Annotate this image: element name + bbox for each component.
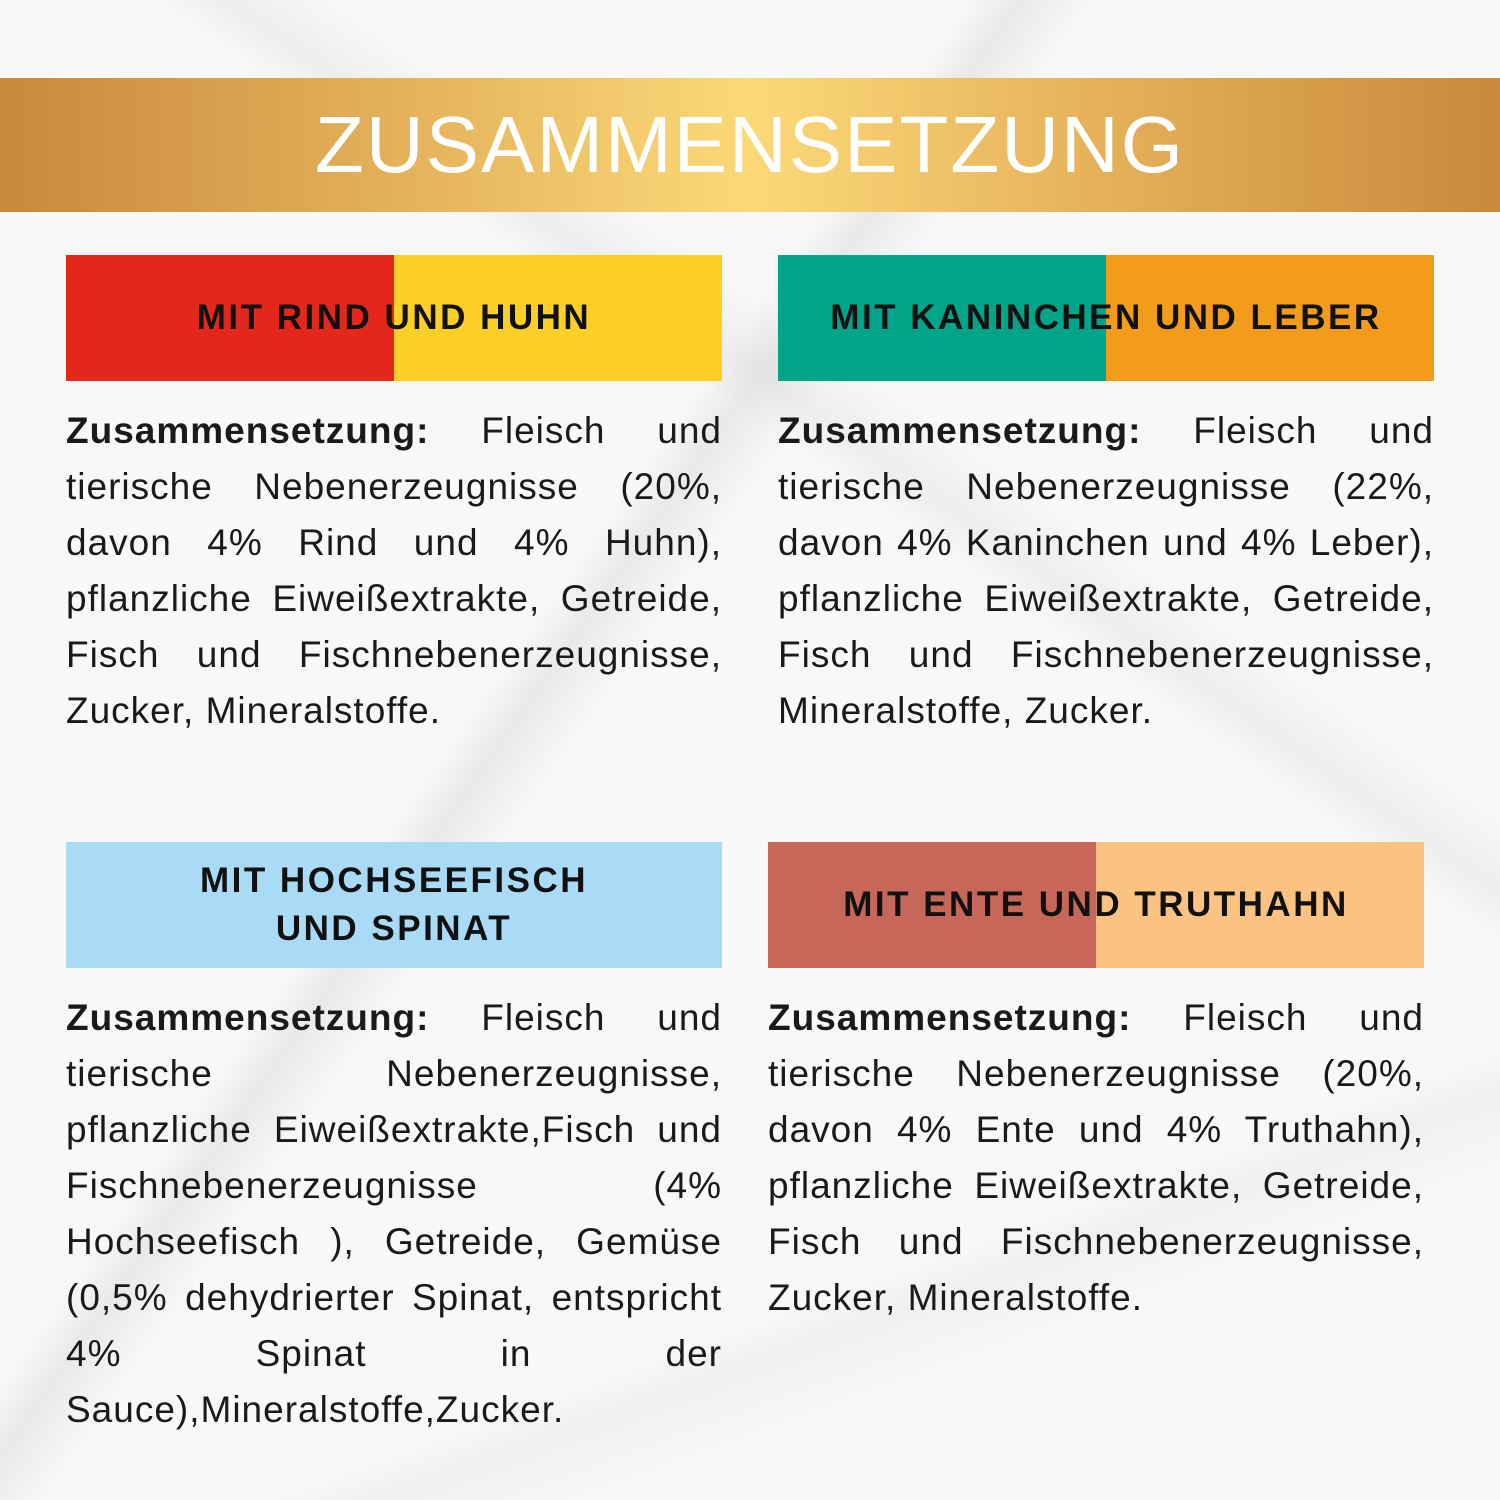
composition-text [66,990,722,1438]
variety-label-line2: UND SPINAT [275,909,513,948]
variety-label [66,842,722,968]
composition-heading: Zusammensetzung: [778,410,1142,451]
composition-heading: Zusammensetzung: [768,997,1132,1038]
variety-label-text: MIT RIND UND HUHN [196,298,592,337]
variety-label-line1: MIT HOCHSEEFISCH [199,861,589,900]
composition-heading: Zusammensetzung: [66,997,430,1038]
variety-label [768,842,1424,968]
card-ente-truthahn [768,842,1424,1326]
composition-body: Fleisch und tierische Nebenerzeugnisse (22%, davon 4% Kaninchen und 4% Leber), pflanzliche Eiweißextrakte, Getreide, Fisch und Fischnebenerzeugnisse, Mineralstoffe, Zucker. [778,410,1434,731]
card-kaninchen-leber [778,255,1434,739]
page-title: ZUSAMMENSETZUNG [315,100,1185,189]
composition-text [778,403,1434,739]
title-banner [0,78,1500,212]
card-hochseefisch-spinat [66,842,722,1438]
variety-label-text: MIT KANINCHEN UND LEBER [830,298,1382,337]
variety-label [778,255,1434,381]
composition-body: Fleisch und tierische Nebenerzeugnisse, pflanzliche Eiweißextrakte,Fisch und Fischnebenerzeugnisse (4% Hochseefisch ), Getreide, Gemüse (0,5% dehydrierter Spinat, entspricht 4% Spinat in der Sauce),Mineralstoffe,Zucker. [66,997,722,1430]
variety-label-text [200,857,588,953]
composition-heading: Zusammensetzung: [66,410,430,451]
card-rind-huhn [66,255,722,739]
composition-body: Fleisch und tierische Nebenerzeugnisse (20%, davon 4% Ente und 4% Truthahn), pflanzliche Eiweißextrakte, Getreide, Fisch und Fischnebenerzeugnisse, Zucker, Mineralstoffe. [768,997,1424,1318]
variety-label [66,255,722,381]
composition-text [66,403,722,739]
variety-label-text: MIT ENTE UND TRUTHAHN [843,885,1349,924]
composition-text [768,990,1424,1326]
composition-body: Fleisch und tierische Nebenerzeugnisse (20%, davon 4% Rind und 4% Huhn), pflanzliche Eiweißextrakte, Getreide, Fisch und Fischnebenerzeugnisse, Zucker, Mineralstoffe. [66,410,722,731]
